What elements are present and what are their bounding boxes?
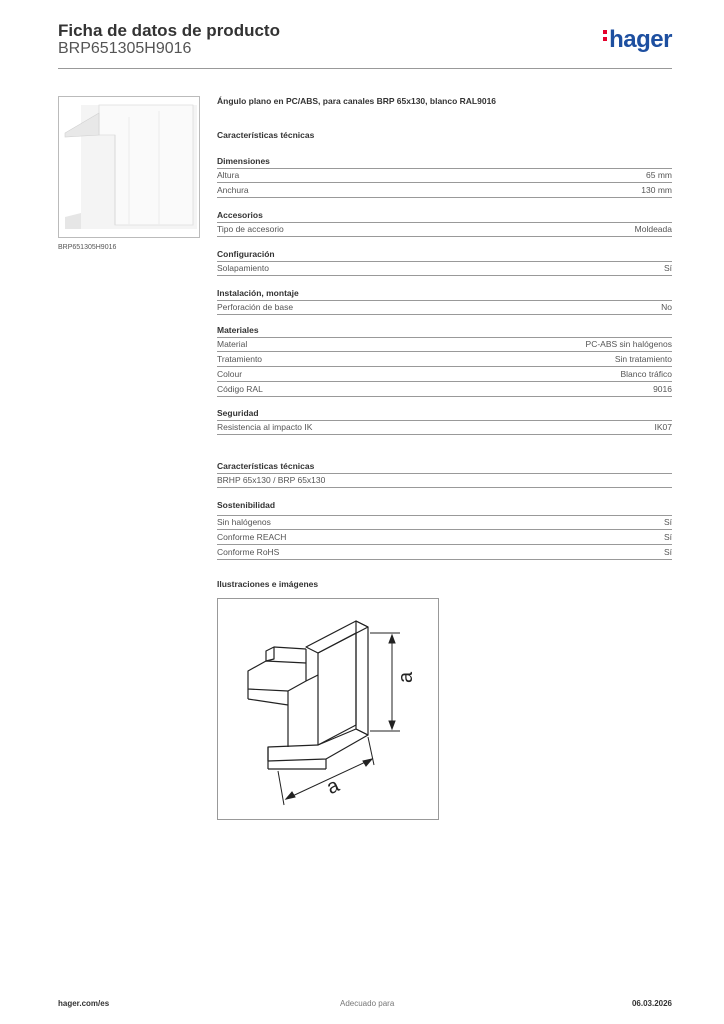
spec-value: No bbox=[661, 302, 672, 312]
spec-key: Material bbox=[217, 339, 248, 349]
dimension-drawing bbox=[217, 598, 439, 820]
spec-row bbox=[217, 262, 672, 276]
product-thumbnail bbox=[58, 96, 200, 238]
spec-key: Perforación de base bbox=[217, 302, 294, 312]
spec-row bbox=[217, 516, 672, 530]
spec-value: IK07 bbox=[654, 422, 672, 432]
spec-key: Altura bbox=[217, 170, 240, 180]
spec-row bbox=[217, 301, 672, 315]
footer-website[interactable]: hager.com/es bbox=[58, 999, 110, 1008]
section-title-accessories: Accesorios bbox=[217, 210, 263, 220]
spec-row bbox=[217, 169, 672, 183]
section-title-installation: Instalación, montaje bbox=[217, 288, 299, 298]
spec-value: PC-ABS sin halógenos bbox=[585, 339, 672, 349]
spec-row bbox=[217, 368, 672, 382]
spec-value: Blanco tráfico bbox=[620, 369, 672, 379]
product-description: Ángulo plano en PC/ABS, para canales BRP 65x130, blanco RAL9016 bbox=[217, 96, 497, 106]
spec-key: Colour bbox=[217, 369, 243, 379]
spec-value: 130 mm bbox=[641, 185, 672, 195]
section-title-materials: Materiales bbox=[217, 325, 259, 335]
spec-key: Tratamiento bbox=[217, 354, 263, 364]
logo-text: hager bbox=[609, 26, 672, 53]
header-divider bbox=[58, 68, 672, 69]
spec-row bbox=[217, 531, 672, 545]
spec-value: 9016 bbox=[653, 384, 672, 394]
spec-key: Resistencia al impacto IK bbox=[217, 422, 313, 432]
spec-row bbox=[217, 338, 672, 352]
spec-key: Sin halógenos bbox=[217, 517, 271, 527]
section-title-tech: Características técnicas bbox=[217, 130, 315, 140]
dim-label-horizontal: a bbox=[323, 774, 343, 799]
spec-key: Tipo de accesorio bbox=[217, 224, 284, 234]
footer-date: 06.03.2026 bbox=[631, 999, 672, 1008]
spec-value: Sí bbox=[663, 532, 672, 542]
spec-row bbox=[217, 546, 672, 560]
spec-row bbox=[217, 474, 672, 488]
spec-key: Conforme REACH bbox=[217, 532, 287, 542]
section-title-sustainability: Sostenibilidad bbox=[217, 500, 276, 510]
spec-value: Moldeada bbox=[634, 224, 672, 234]
spec-value: Sin tratamiento bbox=[614, 354, 672, 364]
spec-value: 65 mm bbox=[646, 170, 672, 180]
spec-row bbox=[217, 223, 672, 237]
spec-key: Anchura bbox=[217, 185, 249, 195]
page-title: Ficha de datos de producto bbox=[58, 21, 280, 40]
flat-angle-product-image bbox=[59, 97, 199, 237]
spec-row bbox=[217, 421, 672, 435]
spec-row bbox=[217, 383, 672, 397]
spec-key: Conforme RoHS bbox=[217, 547, 280, 557]
spec-row bbox=[217, 184, 672, 198]
spec-value: Sí bbox=[663, 547, 672, 557]
spec-key: BRHP 65x130 / BRP 65x130 bbox=[217, 475, 326, 485]
section-title-dimensions: Dimensiones bbox=[217, 156, 270, 166]
section-title-security: Seguridad bbox=[217, 408, 259, 418]
section-title-configuration: Configuración bbox=[217, 249, 275, 259]
footer-suitable-for: Adecuado para bbox=[340, 999, 395, 1008]
hager-logo bbox=[603, 26, 672, 54]
dim-label-vertical: a bbox=[395, 671, 417, 683]
flat-angle-line-drawing bbox=[218, 599, 438, 819]
thumbnail-caption: BRP651305H9016 bbox=[58, 244, 117, 251]
section-title-tech-compat: Características técnicas bbox=[217, 461, 315, 471]
spec-value: Sí bbox=[663, 517, 672, 527]
section-title-illustrations: Ilustraciones e imágenes bbox=[217, 579, 319, 589]
spec-value: Sí bbox=[663, 263, 672, 273]
spec-key: Código RAL bbox=[217, 384, 263, 394]
spec-key: Solapamiento bbox=[217, 263, 269, 273]
product-reference: BRP651305H9016 bbox=[58, 40, 192, 57]
spec-row bbox=[217, 353, 672, 367]
